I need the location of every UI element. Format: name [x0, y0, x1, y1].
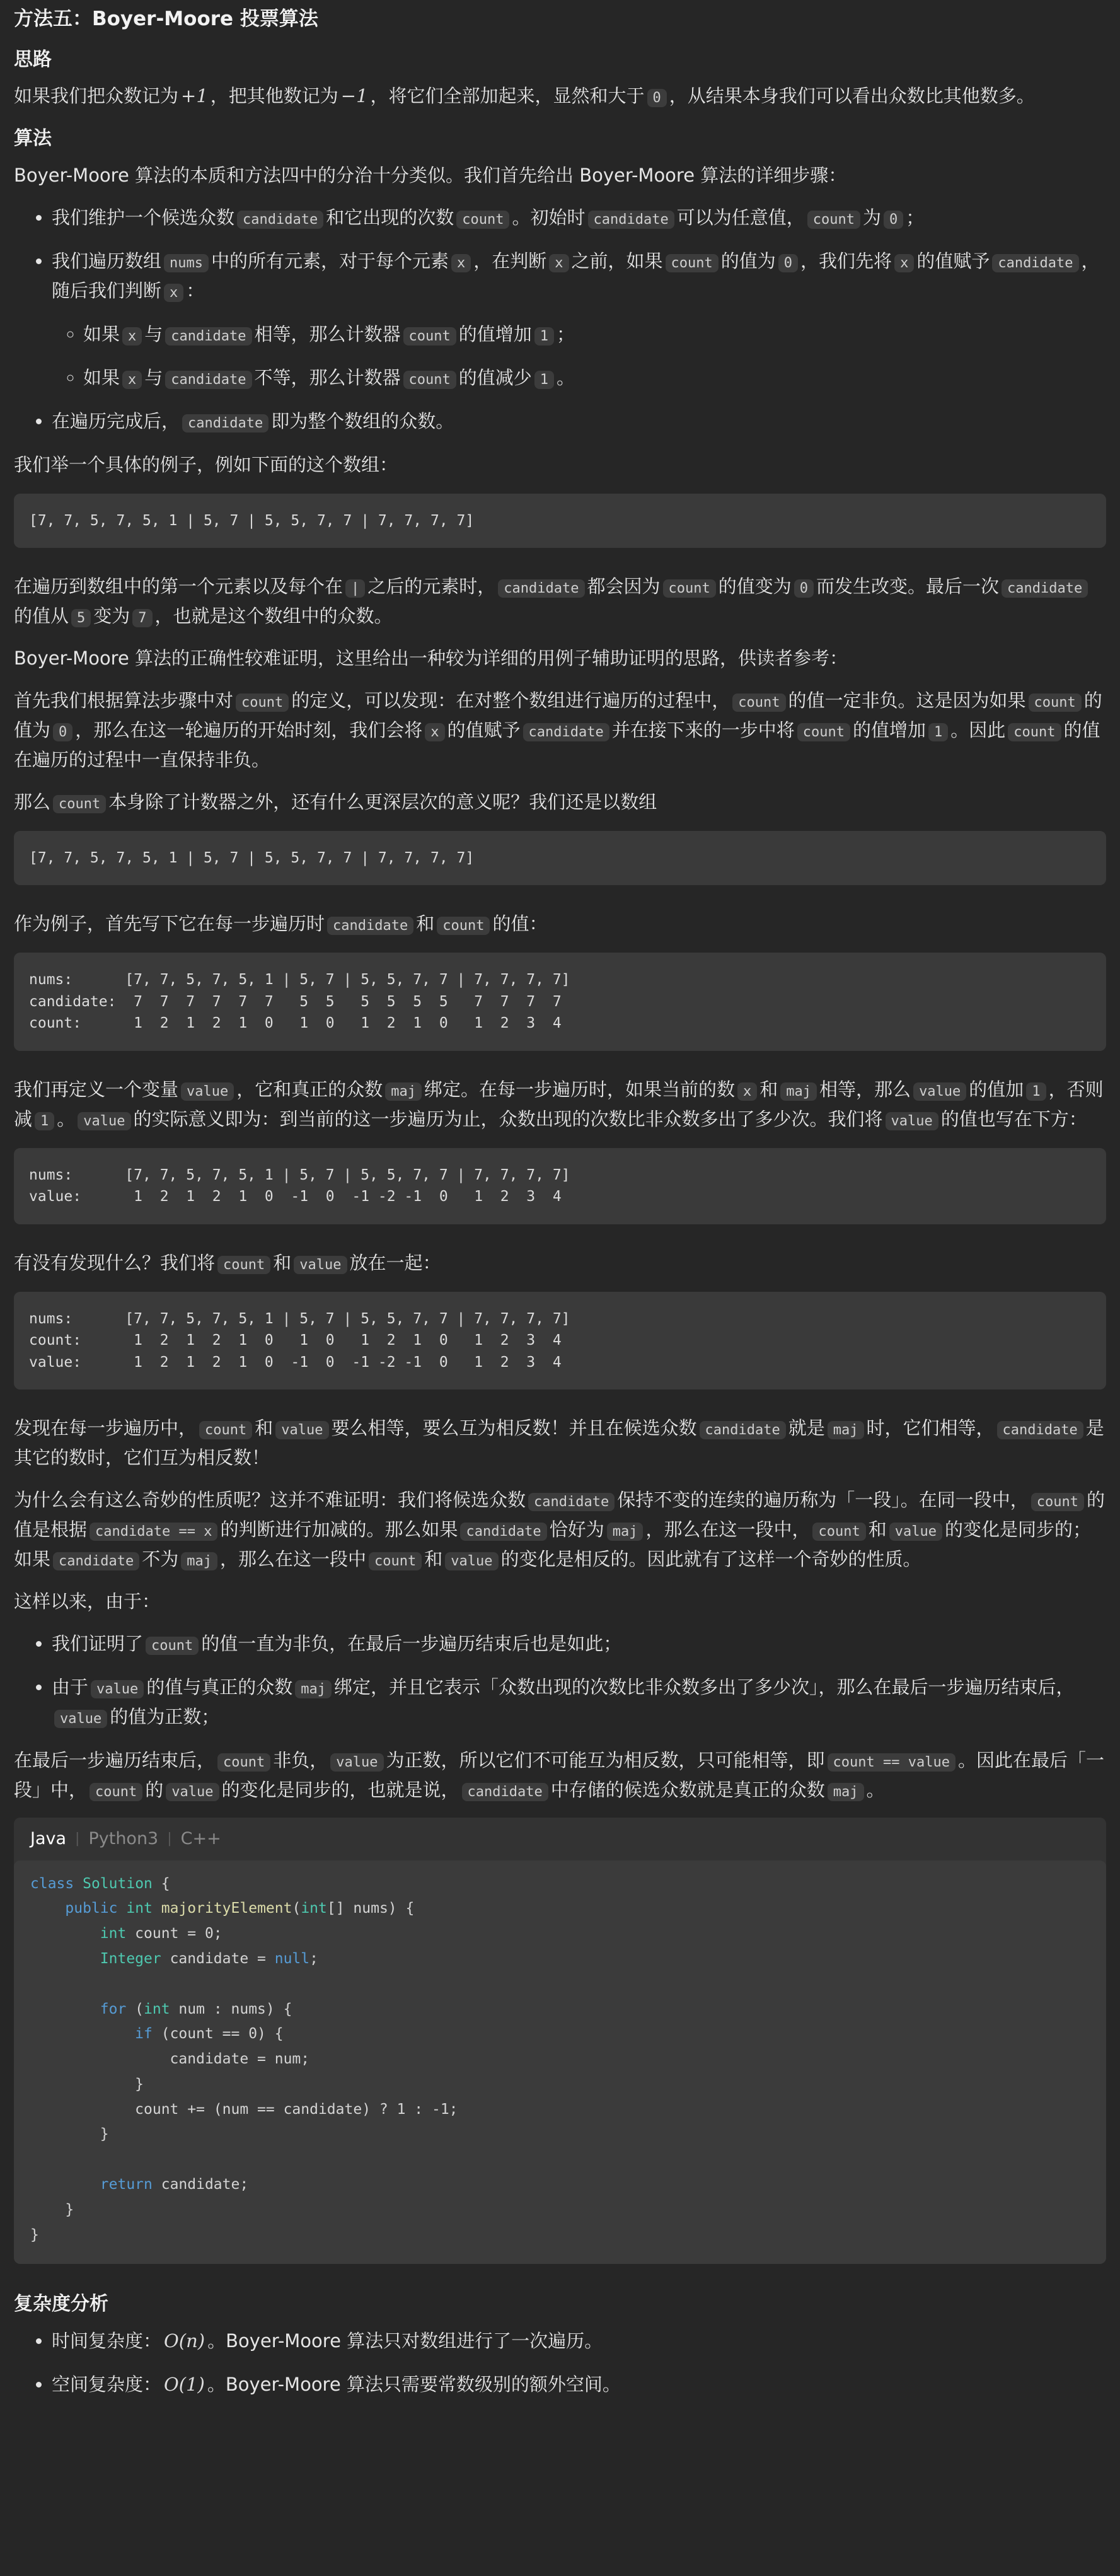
inline-code: value [78, 1112, 130, 1130]
text-run: 如果我们把众数记为 [14, 85, 179, 107]
text-run: 非负， [273, 1749, 328, 1771]
text-run: 。Boyer-Moore 算法只需要常数级别的额外空间。 [207, 2373, 621, 2395]
text-run: 如果 [83, 323, 120, 345]
inline-code: x [164, 284, 183, 302]
text-run: 的值赋予 [916, 250, 990, 272]
code-line: public int majorityElement(int[] nums) { [65, 1900, 415, 1917]
section-title: 方法五：Boyer-Moore 投票算法 [14, 8, 318, 30]
text-run: 和 [868, 1519, 887, 1541]
example-intro: 我们举一个具体的例子，例如下面的这个数组： [14, 453, 398, 475]
inline-code: 5 [71, 609, 91, 627]
inline-code: candidate [182, 414, 268, 432]
code-line: } [30, 2075, 144, 2092]
text-run: 的值为正数； [110, 1706, 220, 1727]
text-run: 的值一直为非负，在最后一步遍历结束后也是如此； [201, 1633, 622, 1655]
text-run: 的值加 [969, 1078, 1024, 1100]
text-run: 绑定，并且它表示「众数出现的次数比非众数多出了多少次」，那么在最后一步遍历结束后， [334, 1676, 1075, 1698]
code-line: for (int num : nums) { [100, 2000, 292, 2017]
text-run: 。 [557, 366, 575, 388]
text-run: 的值赋予 [447, 719, 521, 741]
code-block [14, 1818, 1106, 2264]
text-run: 的值一定非负。这是因为如果 [788, 690, 1026, 711]
text-run: ，否则减 [14, 1078, 1104, 1130]
text-run: 。 [866, 1778, 885, 1801]
text-run: 之后的元素时， [367, 576, 496, 598]
inline-code: value [889, 1523, 942, 1541]
text-run: 是其它的数时，它们互为相反数！ [14, 1417, 1104, 1469]
text-run: 有没有发现什么？我们将 [14, 1251, 216, 1273]
why-paragraph [14, 1485, 1106, 1574]
sub-step-item [83, 320, 1106, 349]
text-run: ，那么在这一段中， [645, 1519, 811, 1541]
text-run: ，将它们全部加起来，显然和大于 [370, 85, 645, 107]
text-run: 的值是根据 [14, 1489, 1105, 1541]
inline-code: 1 [35, 1112, 54, 1130]
text-run: 。初始时 [512, 206, 586, 228]
inline-code: value [91, 1680, 144, 1698]
text-run: 和 [424, 1548, 443, 1570]
inline-code: value [294, 1256, 347, 1274]
complexity-list [14, 2326, 1106, 2399]
conclusion-item [52, 1673, 1106, 1732]
text-run: 时间复杂度： [52, 2329, 162, 2352]
text-run: 为 [862, 206, 881, 228]
inline-code: count [403, 327, 456, 345]
inline-code: count [807, 211, 860, 229]
tab-java[interactable]: Java [30, 1828, 67, 1848]
text-run: 的判断进行加减的。那么如果 [220, 1519, 458, 1541]
algorithm-intro: Boyer-Moore 算法的本质和方法四中的分治十分类似。我们首先给出 Boyer-Moore 算法的详细步骤： [14, 164, 847, 186]
text-run: 的值增加 [458, 323, 532, 345]
text-run: ，随后我们判断 [52, 250, 1100, 301]
text-run: 不等，那么计数器 [254, 366, 401, 388]
text-run: 的值变为 [718, 576, 792, 598]
code-line [30, 2151, 39, 2167]
text-run: ，从结果本身我们可以看出众数比其他数多。 [669, 85, 1035, 107]
inline-code: x [737, 1082, 757, 1101]
text-run: 与 [144, 366, 163, 388]
text-run: 要么相等，要么互为相反数！并且在候选众数 [331, 1417, 697, 1439]
text-run: 的值与真正的众数 [146, 1676, 293, 1698]
inline-code: maj [181, 1552, 217, 1570]
tab-separator: | [167, 1830, 172, 1847]
inline-code: maj [385, 1082, 422, 1101]
code-language-tabs [14, 1818, 1106, 1860]
inline-code: candidate [588, 211, 674, 229]
tab-cpp[interactable]: C++ [180, 1828, 221, 1848]
text-run: 的定义，可以发现：在对整个数组进行遍历的过程中， [291, 690, 730, 711]
code-line: } [30, 2126, 109, 2143]
inline-code: count [403, 371, 456, 389]
inline-code: x [122, 371, 142, 389]
inline-code: count [437, 917, 490, 935]
inline-code: candidate [997, 1421, 1083, 1439]
inline-code: count [1008, 723, 1061, 741]
inline-code: 0 [53, 723, 72, 741]
step-item [52, 247, 1106, 393]
text-run: 放在一起： [349, 1251, 441, 1273]
inline-code: count [89, 1783, 142, 1801]
text-run: 保持不变的连续的遍历称为「一段」。在同一段中， [617, 1489, 1029, 1511]
inline-code: count [217, 1256, 270, 1274]
example-array-block-2: [7, 7, 5, 7, 5, 1 | 5, 7 | 5, 5, 7, 7 | 7, 7, 7, 7] [14, 831, 1106, 886]
text-run: 中存储的候选众数就是真正的众数 [550, 1778, 825, 1801]
inline-code: count [199, 1421, 252, 1439]
text-run: ； [557, 323, 575, 345]
text-run: 我们遍历数组 [52, 250, 162, 272]
final-paragraph [14, 1746, 1106, 1805]
inline-code: 0 [794, 579, 814, 598]
conclusion-item [52, 1629, 1106, 1659]
math-expression: +1 [181, 85, 208, 107]
inline-code: maj [607, 1523, 644, 1541]
text-run: 相等，那么 [819, 1078, 911, 1100]
text-run: 之前，如果 [571, 250, 663, 272]
text-run: 的值为 [720, 250, 776, 272]
value-paragraph [14, 1075, 1106, 1134]
found-paragraph [14, 1413, 1106, 1473]
text-run: 中的所有元素，对于每个元素 [211, 250, 449, 272]
inline-code: candidate [523, 723, 609, 741]
inline-code: count [236, 693, 289, 712]
inline-code: count == value [828, 1753, 955, 1772]
space-complexity [52, 2370, 1106, 2399]
text-run: 的 [145, 1778, 164, 1801]
text-run: 。因此 [950, 719, 1006, 741]
inline-code: count [812, 1523, 865, 1541]
text-run: 而发生改变。最后一次 [816, 576, 1000, 598]
text-run: 由于 [52, 1676, 89, 1698]
inline-code: candidate [700, 1421, 786, 1439]
inline-code: maj [828, 1421, 864, 1439]
text-run: 我们证明了 [52, 1633, 144, 1655]
inline-code: nums [164, 254, 209, 272]
text-run: ； [906, 206, 925, 228]
inline-code: 0 [778, 254, 798, 272]
conclusion-list [14, 1629, 1106, 1732]
text-run: 我们维护一个候选众数 [52, 206, 235, 228]
text-run: 首先我们根据算法步骤中对 [14, 690, 234, 711]
inline-code: candidate [528, 1493, 615, 1511]
proof-intro: Boyer-Moore 算法的正确性较难证明，这里给出一种较为详细的用例子辅助证明的思路，供读者参考： [14, 647, 848, 670]
inline-code: x [549, 254, 569, 272]
inline-code: count [663, 579, 716, 598]
tab-separator: | [75, 1830, 80, 1847]
text-run: 。因此在最后「一段」中， [14, 1749, 1104, 1801]
code-line: return candidate; [100, 2176, 249, 2193]
inline-code: 1 [534, 327, 554, 345]
sub-steps [52, 320, 1106, 393]
text-run: 相等，那么计数器 [254, 323, 401, 345]
inline-code: candidate [327, 917, 413, 935]
text-run: 为正数，所以它们不可能互为相反数，只可能相等，即 [386, 1749, 825, 1771]
inline-code: 1 [534, 371, 554, 389]
text-run: ，也就是这个数组中的众数。 [154, 605, 393, 627]
inline-code: candidate [460, 1523, 546, 1541]
text-run: 与 [144, 323, 163, 345]
idea-heading: 思路 [14, 48, 52, 71]
text-run: 的值增加 [853, 719, 927, 741]
algorithm-heading: 算法 [14, 127, 52, 150]
change-paragraph [14, 572, 1106, 631]
text-run: 作为例子，首先写下它在每一步遍历时 [14, 913, 325, 935]
text-run: 的值在遍历的过程中一直保持非负。 [14, 719, 1100, 770]
inline-code: value [166, 1783, 219, 1801]
code-line: int count = 0; [100, 1925, 222, 1942]
text-run: 在最后一步遍历结束后， [14, 1749, 216, 1771]
code-line: if (count == 0) { [135, 2026, 284, 2043]
algorithm-steps [14, 203, 1106, 436]
count-paragraph [14, 686, 1106, 775]
inline-code: candidate [992, 254, 1078, 272]
text-run: 发现在每一步遍历中， [14, 1417, 197, 1439]
text-run: 的值为 [14, 690, 1102, 741]
text-run: 空间复杂度： [52, 2373, 162, 2395]
java-code [14, 1860, 1106, 2265]
text-run: 的值从 [14, 605, 69, 627]
text-run: 我们再定义一个变量 [14, 1078, 179, 1100]
inline-code: x [122, 327, 142, 345]
code-line [30, 1976, 39, 1992]
inline-code: value [886, 1112, 938, 1130]
text-run: 和它出现的次数 [326, 206, 454, 228]
text-run: 在遍历完成后， [52, 410, 180, 432]
inline-code: x [894, 254, 914, 272]
text-run: 那么 [14, 791, 51, 813]
step-item [52, 407, 1106, 436]
text-run: 都会因为 [587, 576, 661, 598]
complexity-heading: 复杂度分析 [14, 2293, 108, 2316]
text-run: 的变化是同步的，也就是说， [221, 1778, 459, 1801]
text-run: 即为整个数组的众数。 [271, 410, 454, 432]
inline-code: count [53, 795, 106, 813]
as-example-paragraph [14, 909, 1106, 939]
code-line: Integer candidate = null; [100, 1950, 318, 1967]
count-value-table: nums: [7, 7, 5, 7, 5, 1 | 5, 7 | 5, 5, 7, 7 | 7, 7, 7, 7] count: 1 2 1 2 1 0 1 0 1 2 1 0 1 2 3 4 value: 1 2 1 2 1 0 -1 0 -1 -2 -1 0 1 2 3 4 [14, 1292, 1106, 1390]
inline-code: count [217, 1753, 270, 1772]
idea-paragraph [14, 81, 1106, 111]
inline-code: candidate [53, 1552, 139, 1570]
text-run: 变为 [93, 605, 130, 627]
candidate-count-table: nums: [7, 7, 5, 7, 5, 1 | 5, 7 | 5, 5, 7, 7 | 7, 7, 7, 7] candidate: 7 7 7 7 7 7 5 5 5 5 5 5 7 7 7 7 count: 1 2 1 2 1 0 1 0 1 2 1 0 1 2 3 4 [14, 953, 1106, 1051]
text-run: 的变化是同步的；如果 [14, 1519, 1091, 1570]
inline-code: | [345, 579, 365, 598]
inline-code: 0 [884, 211, 903, 229]
tab-python3[interactable]: Python3 [88, 1828, 159, 1848]
text-run: 可以为任意值， [676, 206, 805, 228]
text-run: 。 [57, 1108, 76, 1130]
inline-code: candidate == x [89, 1523, 217, 1541]
text-run: 和 [255, 1417, 274, 1439]
example-array-block: [7, 7, 5, 7, 5, 1 | 5, 7 | 5, 5, 7, 7 | 7, 7, 7, 7] [14, 494, 1106, 548]
text-run: ，它和真正的众数 [236, 1078, 383, 1100]
text-run: ，那么在这一段中 [220, 1548, 367, 1570]
text-run: 并在接下来的一步中将 [611, 719, 795, 741]
inline-code: candidate [165, 371, 251, 389]
text-run: 的值减少 [458, 366, 532, 388]
text-run: ，在判断 [473, 250, 547, 272]
inline-code: maj [780, 1082, 817, 1101]
text-run: 本身除了计数器之外，还有什么更深层次的意义呢？我们还是以数组 [108, 791, 657, 813]
meaning-paragraph [14, 787, 1106, 817]
text-run: 恰好为 [549, 1519, 604, 1541]
step-item [52, 203, 1106, 233]
text-run: 和 [273, 1251, 292, 1273]
inline-code: candidate [165, 327, 251, 345]
value-table: nums: [7, 7, 5, 7, 5, 1 | 5, 7 | 5, 5, 7, 7 | 7, 7, 7, 7] value: 1 2 1 2 1 0 -1 0 -1 -2 -1 0 1 2 3 4 [14, 1148, 1106, 1224]
text-run: 就是 [788, 1417, 825, 1439]
text-run: ，我们先将 [800, 250, 892, 272]
text-run: 时，它们相等， [866, 1417, 995, 1439]
inline-code: count [732, 693, 785, 712]
text-run: 的值也写在下方： [940, 1108, 1087, 1130]
text-run: ： [186, 279, 205, 301]
inline-code: candidate [1002, 579, 1088, 598]
code-line: count += (num == candidate) ? 1 : -1; [30, 2101, 458, 2118]
inline-code: 1 [1026, 1082, 1046, 1101]
inline-code: count [666, 254, 719, 272]
inline-code: x [451, 254, 471, 272]
inline-code: count [1029, 693, 1082, 712]
text-run: 如果 [83, 366, 120, 388]
inline-code: maj [828, 1783, 864, 1801]
math-expression: O(1) [164, 2373, 205, 2395]
math-expression: −1 [340, 85, 368, 107]
inline-code: maj [295, 1680, 332, 1698]
inline-code: value [913, 1082, 966, 1101]
text-run: ，那么在这一轮遍历的开始时刻，我们会将 [75, 719, 423, 741]
text-run: 的变化是相反的。因此就有了这样一个奇妙的性质。 [500, 1548, 921, 1570]
inline-code: count [797, 723, 850, 741]
text-run: 的值： [492, 913, 548, 935]
sub-step-item [83, 363, 1106, 393]
math-expression: O(n) [164, 2329, 205, 2352]
text-run: 和 [759, 1078, 778, 1100]
code-line: } [30, 2226, 39, 2243]
inline-code: value [181, 1082, 234, 1101]
together-paragraph [14, 1248, 1106, 1278]
thus-paragraph: 这样以来，由于： [14, 1591, 161, 1613]
text-run: 绑定。在每一步遍历时，如果当前的数 [424, 1078, 736, 1100]
text-run: ，把其他数记为 [210, 85, 338, 107]
inline-code: value [330, 1753, 383, 1772]
code-line: } [30, 2201, 74, 2218]
inline-code: x [425, 723, 444, 741]
inline-code: count [369, 1552, 422, 1570]
text-run: 。Boyer-Moore 算法只对数组进行了一次遍历。 [207, 2329, 603, 2352]
code-line: class Solution { [30, 1875, 170, 1892]
inline-code: value [445, 1552, 498, 1570]
inline-code: value [275, 1421, 328, 1439]
inline-code: 0 [647, 89, 667, 107]
text-run: 在遍历到数组中的第一个元素以及每个在 [14, 576, 344, 598]
code-line: candidate = num; [30, 2051, 310, 2068]
time-complexity [52, 2326, 1106, 2356]
inline-code: count [146, 1637, 199, 1655]
inline-code: value [54, 1710, 107, 1728]
text-run: 的实际意义即为：到当前的这一步遍历为止，众数出现的次数比非众数多出了多少次。我们将 [133, 1108, 883, 1130]
inline-code: count [456, 211, 509, 229]
inline-code: count [1031, 1493, 1084, 1511]
text-run: 和 [416, 913, 435, 935]
inline-code: 7 [132, 609, 152, 627]
text-run: 为什么会有这么奇妙的性质呢？这并不难证明：我们将候选众数 [14, 1489, 526, 1511]
inline-code: candidate [462, 1783, 548, 1801]
text-run: 不为 [142, 1548, 179, 1570]
inline-code: candidate [237, 211, 323, 229]
inline-code: 1 [928, 723, 948, 741]
inline-code: candidate [498, 579, 584, 598]
